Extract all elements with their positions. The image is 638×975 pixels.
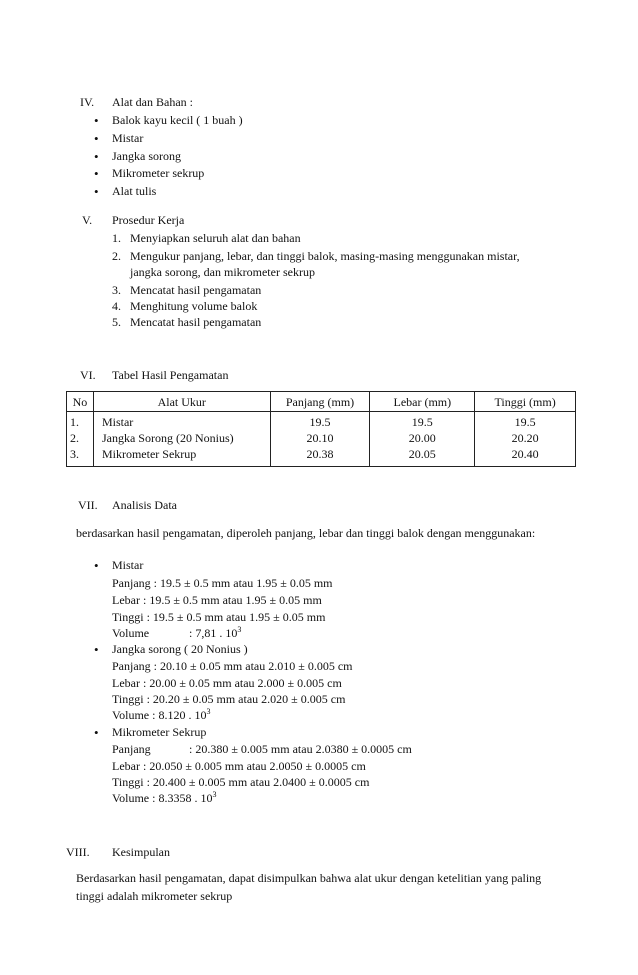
measurement-line: Lebar : 19.5 ± 0.5 mm atau 1.95 ± 0.05 mm [112, 593, 322, 607]
panjang-label: Panjang [112, 742, 151, 756]
table-cell-panjang [270, 412, 370, 467]
step-text: jangka sorong, dan mikrometer sekrup [130, 265, 315, 279]
section-7-number: VII. [78, 498, 98, 512]
bullet-icon [94, 185, 99, 198]
column-header: Lebar (mm) [370, 392, 475, 412]
step-text: Mencatat hasil pengamatan [130, 283, 262, 297]
table-value: 2. [70, 431, 79, 445]
table-value: 19.5 [411, 415, 433, 429]
list-item: Mistar [112, 131, 144, 145]
step-number: 3. [112, 283, 121, 297]
step-text: Menyiapkan seluruh alat dan bahan [130, 231, 301, 245]
measurement-line: Panjang : 19.5 ± 0.5 mm atau 1.95 ± 0.05 mm [112, 576, 333, 590]
step-text: Mencatat hasil pengamatan [130, 315, 262, 329]
section-4-title: Alat dan Bahan : [112, 95, 193, 109]
table-value: Mikrometer Sekrup [101, 447, 197, 461]
table-value: 20.20 [511, 431, 539, 445]
list-item: Mikrometer sekrup [112, 166, 205, 180]
table-value: 1. [70, 415, 79, 429]
table-value: Jangka Sorong (20 Nonius) [101, 431, 234, 445]
table-value: Mistar [101, 415, 134, 429]
table-value: 19.5 [309, 415, 331, 429]
volume-label: Volume [112, 626, 150, 640]
volume-value: Volume : 8.120 . $10^3$ [112, 707, 211, 722]
measurement-line: : 20.380 ± 0.005 mm atau 2.0380 ± 0.0005 cm [189, 742, 412, 756]
section-6-title: Tabel Hasil Pengamatan [112, 368, 229, 382]
section-5-number: V. [82, 213, 93, 227]
measurement-line: Tinggi : 20.20 ± 0.05 mm atau 2.020 ± 0.005 cm [112, 692, 346, 706]
section-5-title: Prosedur Kerja [112, 213, 185, 227]
section-7-title: Analisis Data [112, 498, 177, 512]
table-value: 20.05 [408, 447, 436, 461]
measurement-line: Tinggi : 19.5 ± 0.5 mm atau 1.95 ± 0.05 mm [112, 610, 326, 624]
step-text: Mengukur panjang, lebar, dan tinggi balok, masing-masing menggunakan mistar, [130, 249, 520, 263]
table-row [67, 412, 576, 467]
measurement-line: Lebar : 20.050 ± 0.005 mm atau 2.0050 ± 0.0005 cm [112, 759, 366, 773]
analysis-intro: berdasarkan hasil pengamatan, diperoleh panjang, lebar dan tinggi balok dengan menggunakan: [76, 526, 536, 540]
section-4-number: IV. [80, 95, 95, 109]
list-item: Balok kayu kecil ( 1 buah ) [112, 113, 243, 127]
table-value: 20.38 [306, 447, 334, 461]
bullet-icon [94, 643, 99, 656]
section-8-title: Kesimpulan [112, 845, 170, 859]
column-header: Alat Ukur [93, 392, 270, 412]
column-header: Tinggi (mm) [475, 392, 576, 412]
table-value: 20.10 [306, 431, 334, 445]
measurement-line: Lebar : 20.00 ± 0.05 mm atau 2.000 ± 0.005 cm [112, 676, 342, 690]
step-number: 4. [112, 299, 121, 313]
table-value: 19.5 [514, 415, 536, 429]
instrument-name: Jangka sorong ( 20 Nonius ) [112, 642, 248, 656]
section-6-number: VI. [80, 368, 96, 382]
table-value: 20.40 [511, 447, 539, 461]
list-item: Jangka sorong [112, 149, 181, 163]
step-number: 5. [112, 315, 121, 329]
list-item: Alat tulis [112, 184, 157, 198]
step-number: 2. [112, 249, 121, 263]
measurement-line: Panjang : 20.10 ± 0.05 mm atau 2.010 ± 0.005 cm [112, 659, 353, 673]
table-cell-no [67, 412, 94, 467]
table-value: 20.00 [408, 431, 436, 445]
table-header-row [67, 392, 576, 412]
conclusion-text: tinggi adalah mikrometer sekrup [76, 889, 233, 903]
instrument-name: Mikrometer Sekrup [112, 725, 207, 739]
table-cell-tinggi [475, 412, 576, 467]
bullet-icon [94, 114, 99, 127]
step-number: 1. [112, 231, 121, 245]
table-cell-lebar [370, 412, 475, 467]
bullet-icon [94, 167, 99, 180]
volume-value: : 7,81 . $10^3$ [189, 625, 242, 640]
column-header: No [67, 392, 94, 412]
bullet-icon [94, 726, 99, 739]
instrument-name: Mistar [112, 558, 144, 572]
bullet-icon [94, 559, 99, 572]
conclusion-text: Berdasarkan hasil pengamatan, dapat disimpulkan bahwa alat ukur dengan ketelitian yang paling [76, 871, 542, 885]
bullet-icon [94, 132, 99, 145]
table-value: 3. [70, 447, 79, 461]
step-text: Menghitung volume balok [130, 299, 258, 313]
bullet-icon [94, 150, 99, 163]
table-cell-alat [93, 412, 270, 467]
measurement-line: Tinggi : 20.400 ± 0.005 mm atau 2.0400 ± 0.0005 cm [112, 775, 370, 789]
volume-value: Volume : 8.3358 . $10^3$ [112, 790, 217, 805]
observation-table [66, 391, 576, 467]
section-8-number: VIII. [66, 845, 90, 859]
column-header: Panjang (mm) [270, 392, 370, 412]
